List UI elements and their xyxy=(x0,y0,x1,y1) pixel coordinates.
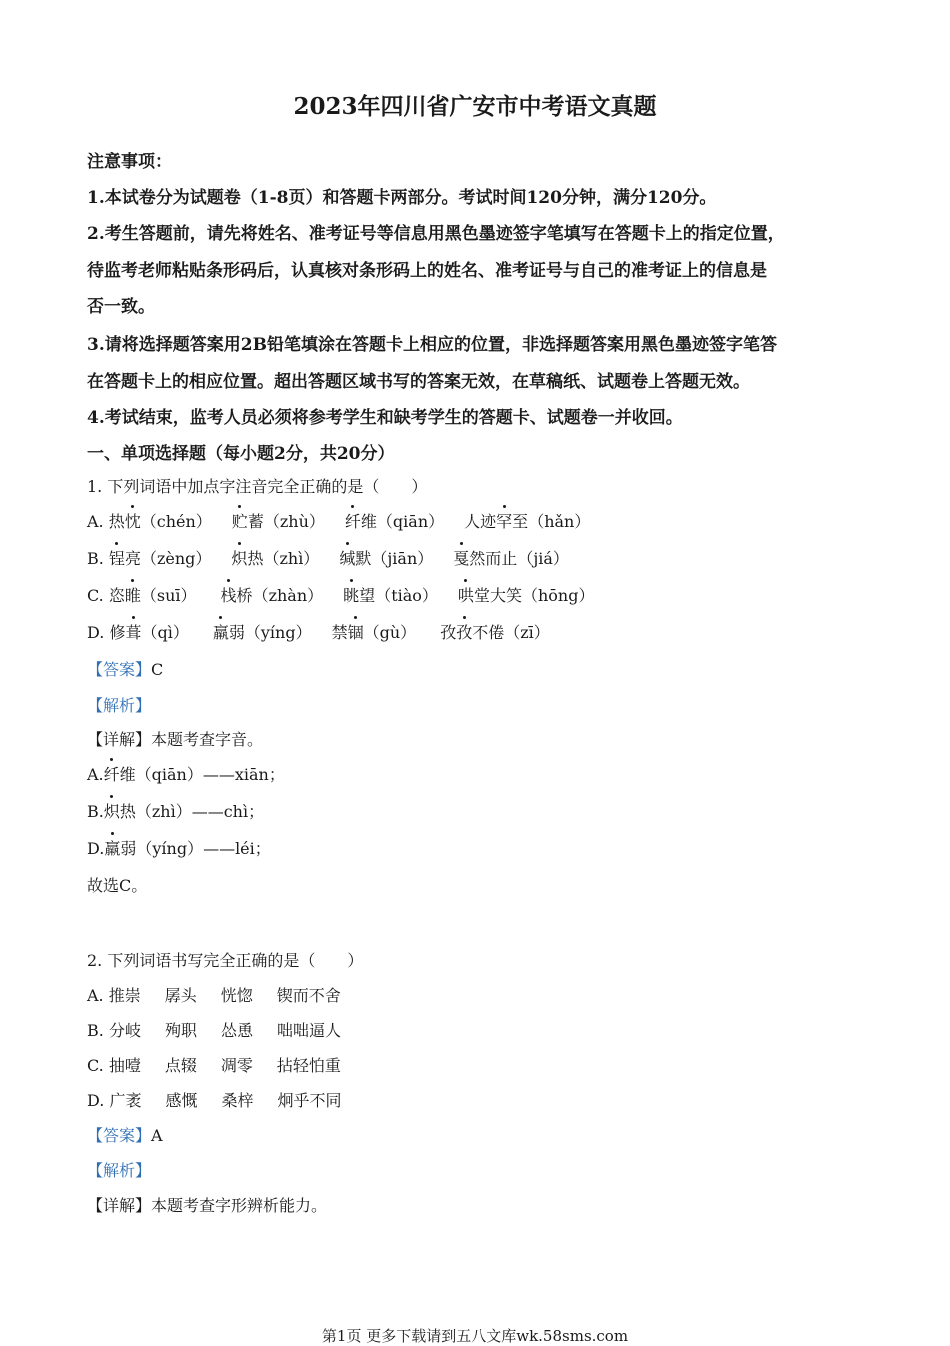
notice-item-2-line-1: 2.考生答题前，请先将姓名、准考证号等信息用黑色墨迹签字笔填写在答题卡上的指定位置， xyxy=(87,224,785,244)
question-1-explanation-1: A.纤维（qiān）——xiān； xyxy=(87,762,285,785)
page-title: 2023年四川省广安市中考语文真题 xyxy=(293,93,657,120)
question-1-option-d: D. 修葺（qì） 羸弱（yíng） 禁锢（gù） 孜孜不倦（zī） xyxy=(87,620,550,643)
notice-item-2-line-3: 否一致。 xyxy=(87,297,155,317)
question-1-analysis-tag: 【解析】 xyxy=(87,696,152,715)
page-footer: 第1页 更多下载请到五八文库wk.58sms.com xyxy=(321,1327,629,1345)
notice-item-3-line-1: 3.请将选择题答案用2B铅笔填涂在答题卡上相应的位置，非选择题答案用黑色墨迹签字笔答 xyxy=(87,335,777,355)
question-2-option-c: C. 抽噎 点辍 凋零 拈轻怕重 xyxy=(87,1056,341,1075)
question-2-answer xyxy=(87,1123,163,1146)
question-1-detail: 【详解】本题考查字音。 xyxy=(87,730,264,749)
question-2-option-b: B. 分岐 殉职 怂恿 咄咄逼人 xyxy=(87,1021,341,1040)
question-2-stem: 2. 下列词语书写完全正确的是（ ） xyxy=(87,951,364,970)
notice-item-2-line-2: 待监考老师粘贴条形码后，认真核对条形码上的姓名、准考证号与自己的准考证上的信息是 xyxy=(87,261,767,281)
answer-tag: 【答案】 xyxy=(87,1126,152,1145)
question-1-conclusion: 故选C。 xyxy=(87,876,148,895)
notice-heading: 注意事项： xyxy=(87,152,172,172)
question-1-explanation-3: D.羸弱（yíng）——léi； xyxy=(87,836,271,859)
question-1-option-b: B. 锃亮（zèng） 炽热（zhì） 缄默（jiān） 戛然而止（jiá） xyxy=(87,546,569,569)
notice-item-4: 4.考试结束，监考人员必须将参考学生和缺考学生的答题卡、试题卷一并收回。 xyxy=(87,408,683,428)
question-1-option-a: A. 热忱（chén） 贮蓄（zhù） 纤维（qiān） 人迹罕至（hǎn） xyxy=(87,509,590,532)
answer-value: C xyxy=(151,660,164,679)
question-1-option-c: C. 恣睢（suī） 栈桥（zhàn） 眺望（tiào） 哄堂大笑（hōng） xyxy=(87,583,594,606)
question-2-detail: 【详解】本题考查字形辨析能力。 xyxy=(87,1196,328,1215)
answer-value: A xyxy=(151,1126,163,1145)
question-2-option-a: A. 推崇 孱头 恍惚 锲而不舍 xyxy=(87,986,341,1005)
question-2-option-d: D. 广袤 感慨 桑梓 炯乎不同 xyxy=(87,1091,342,1110)
answer-tag: 【答案】 xyxy=(87,660,152,679)
question-1-stem: 1. 下列词语中加点字注音完全正确的是（ ） xyxy=(87,477,428,496)
question-1-explanation-2: B.炽热（zhì）——chì； xyxy=(87,799,264,822)
notice-item-1: 1.本试卷分为试题卷（1-8页）和答题卡两部分。考试时间120分钟，满分120分。 xyxy=(87,188,717,208)
notice-item-3-line-2: 在答题卡上的相应位置。超出答题区域书写的答案无效，在草稿纸、试题卷上答题无效。 xyxy=(87,372,750,392)
question-1-answer xyxy=(87,657,163,680)
section-heading: 一、单项选择题（每小题2分，共20分） xyxy=(87,444,395,464)
question-2-analysis-tag: 【解析】 xyxy=(87,1161,152,1180)
